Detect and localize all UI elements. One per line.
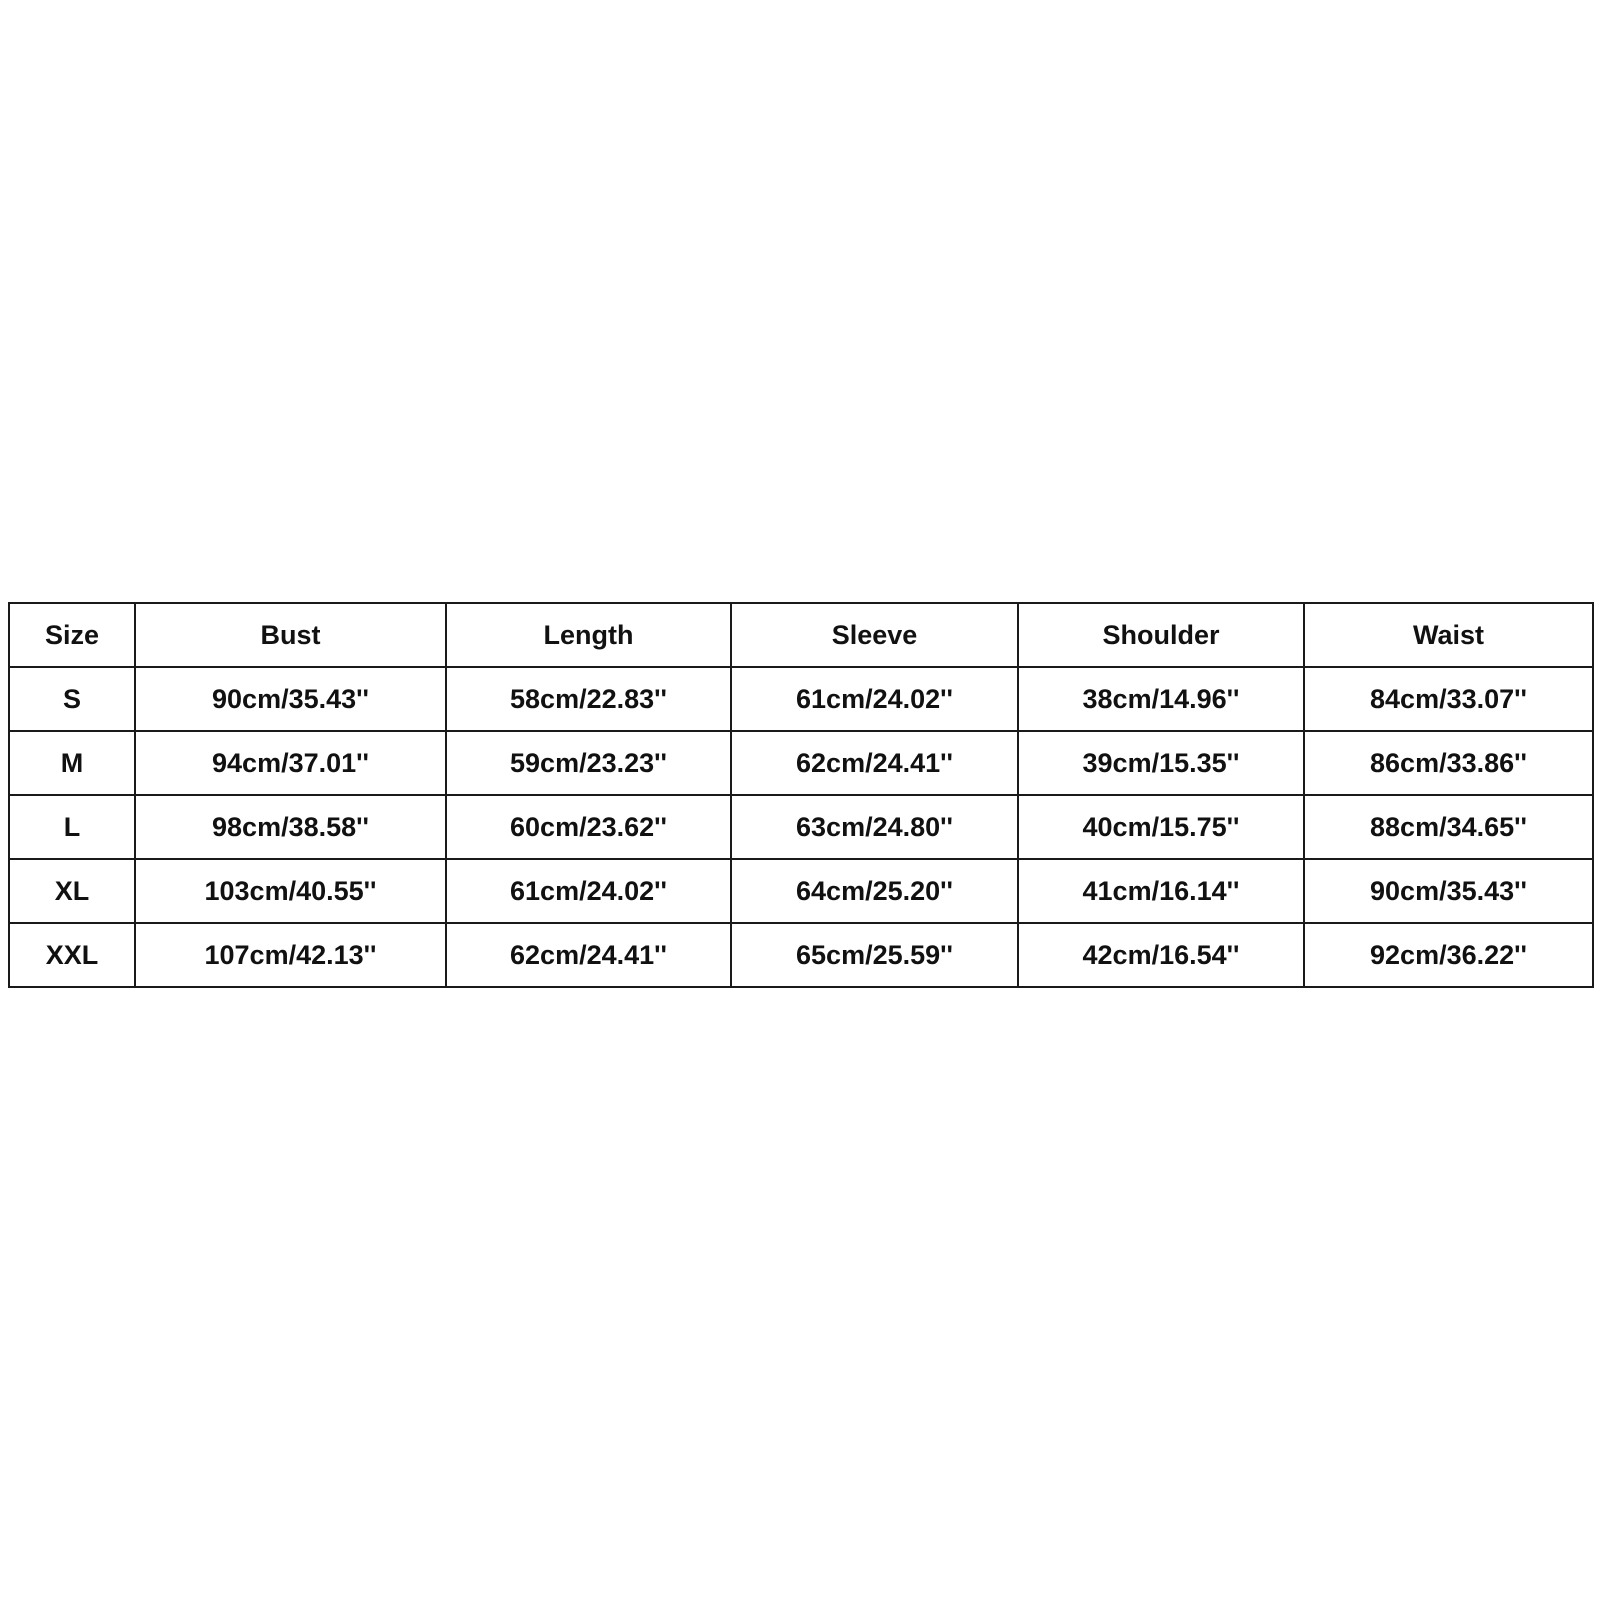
cell-size: XL xyxy=(9,859,135,923)
cell-bust: 107cm/42.13'' xyxy=(135,923,446,987)
cell-length: 58cm/22.83'' xyxy=(446,667,731,731)
cell-bust: 98cm/38.58'' xyxy=(135,795,446,859)
header-length: Length xyxy=(446,603,731,667)
cell-length: 61cm/24.02'' xyxy=(446,859,731,923)
cell-length: 59cm/23.23'' xyxy=(446,731,731,795)
cell-shoulder: 41cm/16.14'' xyxy=(1018,859,1304,923)
cell-waist: 90cm/35.43'' xyxy=(1304,859,1593,923)
table-row xyxy=(9,795,1593,859)
table-row xyxy=(9,923,1593,987)
cell-sleeve: 61cm/24.02'' xyxy=(731,667,1018,731)
cell-waist: 84cm/33.07'' xyxy=(1304,667,1593,731)
cell-waist: 86cm/33.86'' xyxy=(1304,731,1593,795)
cell-size: S xyxy=(9,667,135,731)
cell-size: M xyxy=(9,731,135,795)
header-bust: Bust xyxy=(135,603,446,667)
cell-size: XXL xyxy=(9,923,135,987)
cell-waist: 92cm/36.22'' xyxy=(1304,923,1593,987)
table-row xyxy=(9,731,1593,795)
size-chart-table xyxy=(8,602,1594,988)
cell-shoulder: 42cm/16.54'' xyxy=(1018,923,1304,987)
header-waist: Waist xyxy=(1304,603,1593,667)
cell-shoulder: 38cm/14.96'' xyxy=(1018,667,1304,731)
cell-bust: 94cm/37.01'' xyxy=(135,731,446,795)
cell-sleeve: 64cm/25.20'' xyxy=(731,859,1018,923)
cell-shoulder: 39cm/15.35'' xyxy=(1018,731,1304,795)
table-row xyxy=(9,667,1593,731)
cell-length: 60cm/23.62'' xyxy=(446,795,731,859)
cell-bust: 90cm/35.43'' xyxy=(135,667,446,731)
cell-sleeve: 63cm/24.80'' xyxy=(731,795,1018,859)
table-row xyxy=(9,859,1593,923)
table-header-row xyxy=(9,603,1593,667)
cell-waist: 88cm/34.65'' xyxy=(1304,795,1593,859)
cell-shoulder: 40cm/15.75'' xyxy=(1018,795,1304,859)
header-sleeve: Sleeve xyxy=(731,603,1018,667)
cell-length: 62cm/24.41'' xyxy=(446,923,731,987)
header-shoulder: Shoulder xyxy=(1018,603,1304,667)
header-size: Size xyxy=(9,603,135,667)
cell-sleeve: 62cm/24.41'' xyxy=(731,731,1018,795)
cell-bust: 103cm/40.55'' xyxy=(135,859,446,923)
cell-size: L xyxy=(9,795,135,859)
cell-sleeve: 65cm/25.59'' xyxy=(731,923,1018,987)
